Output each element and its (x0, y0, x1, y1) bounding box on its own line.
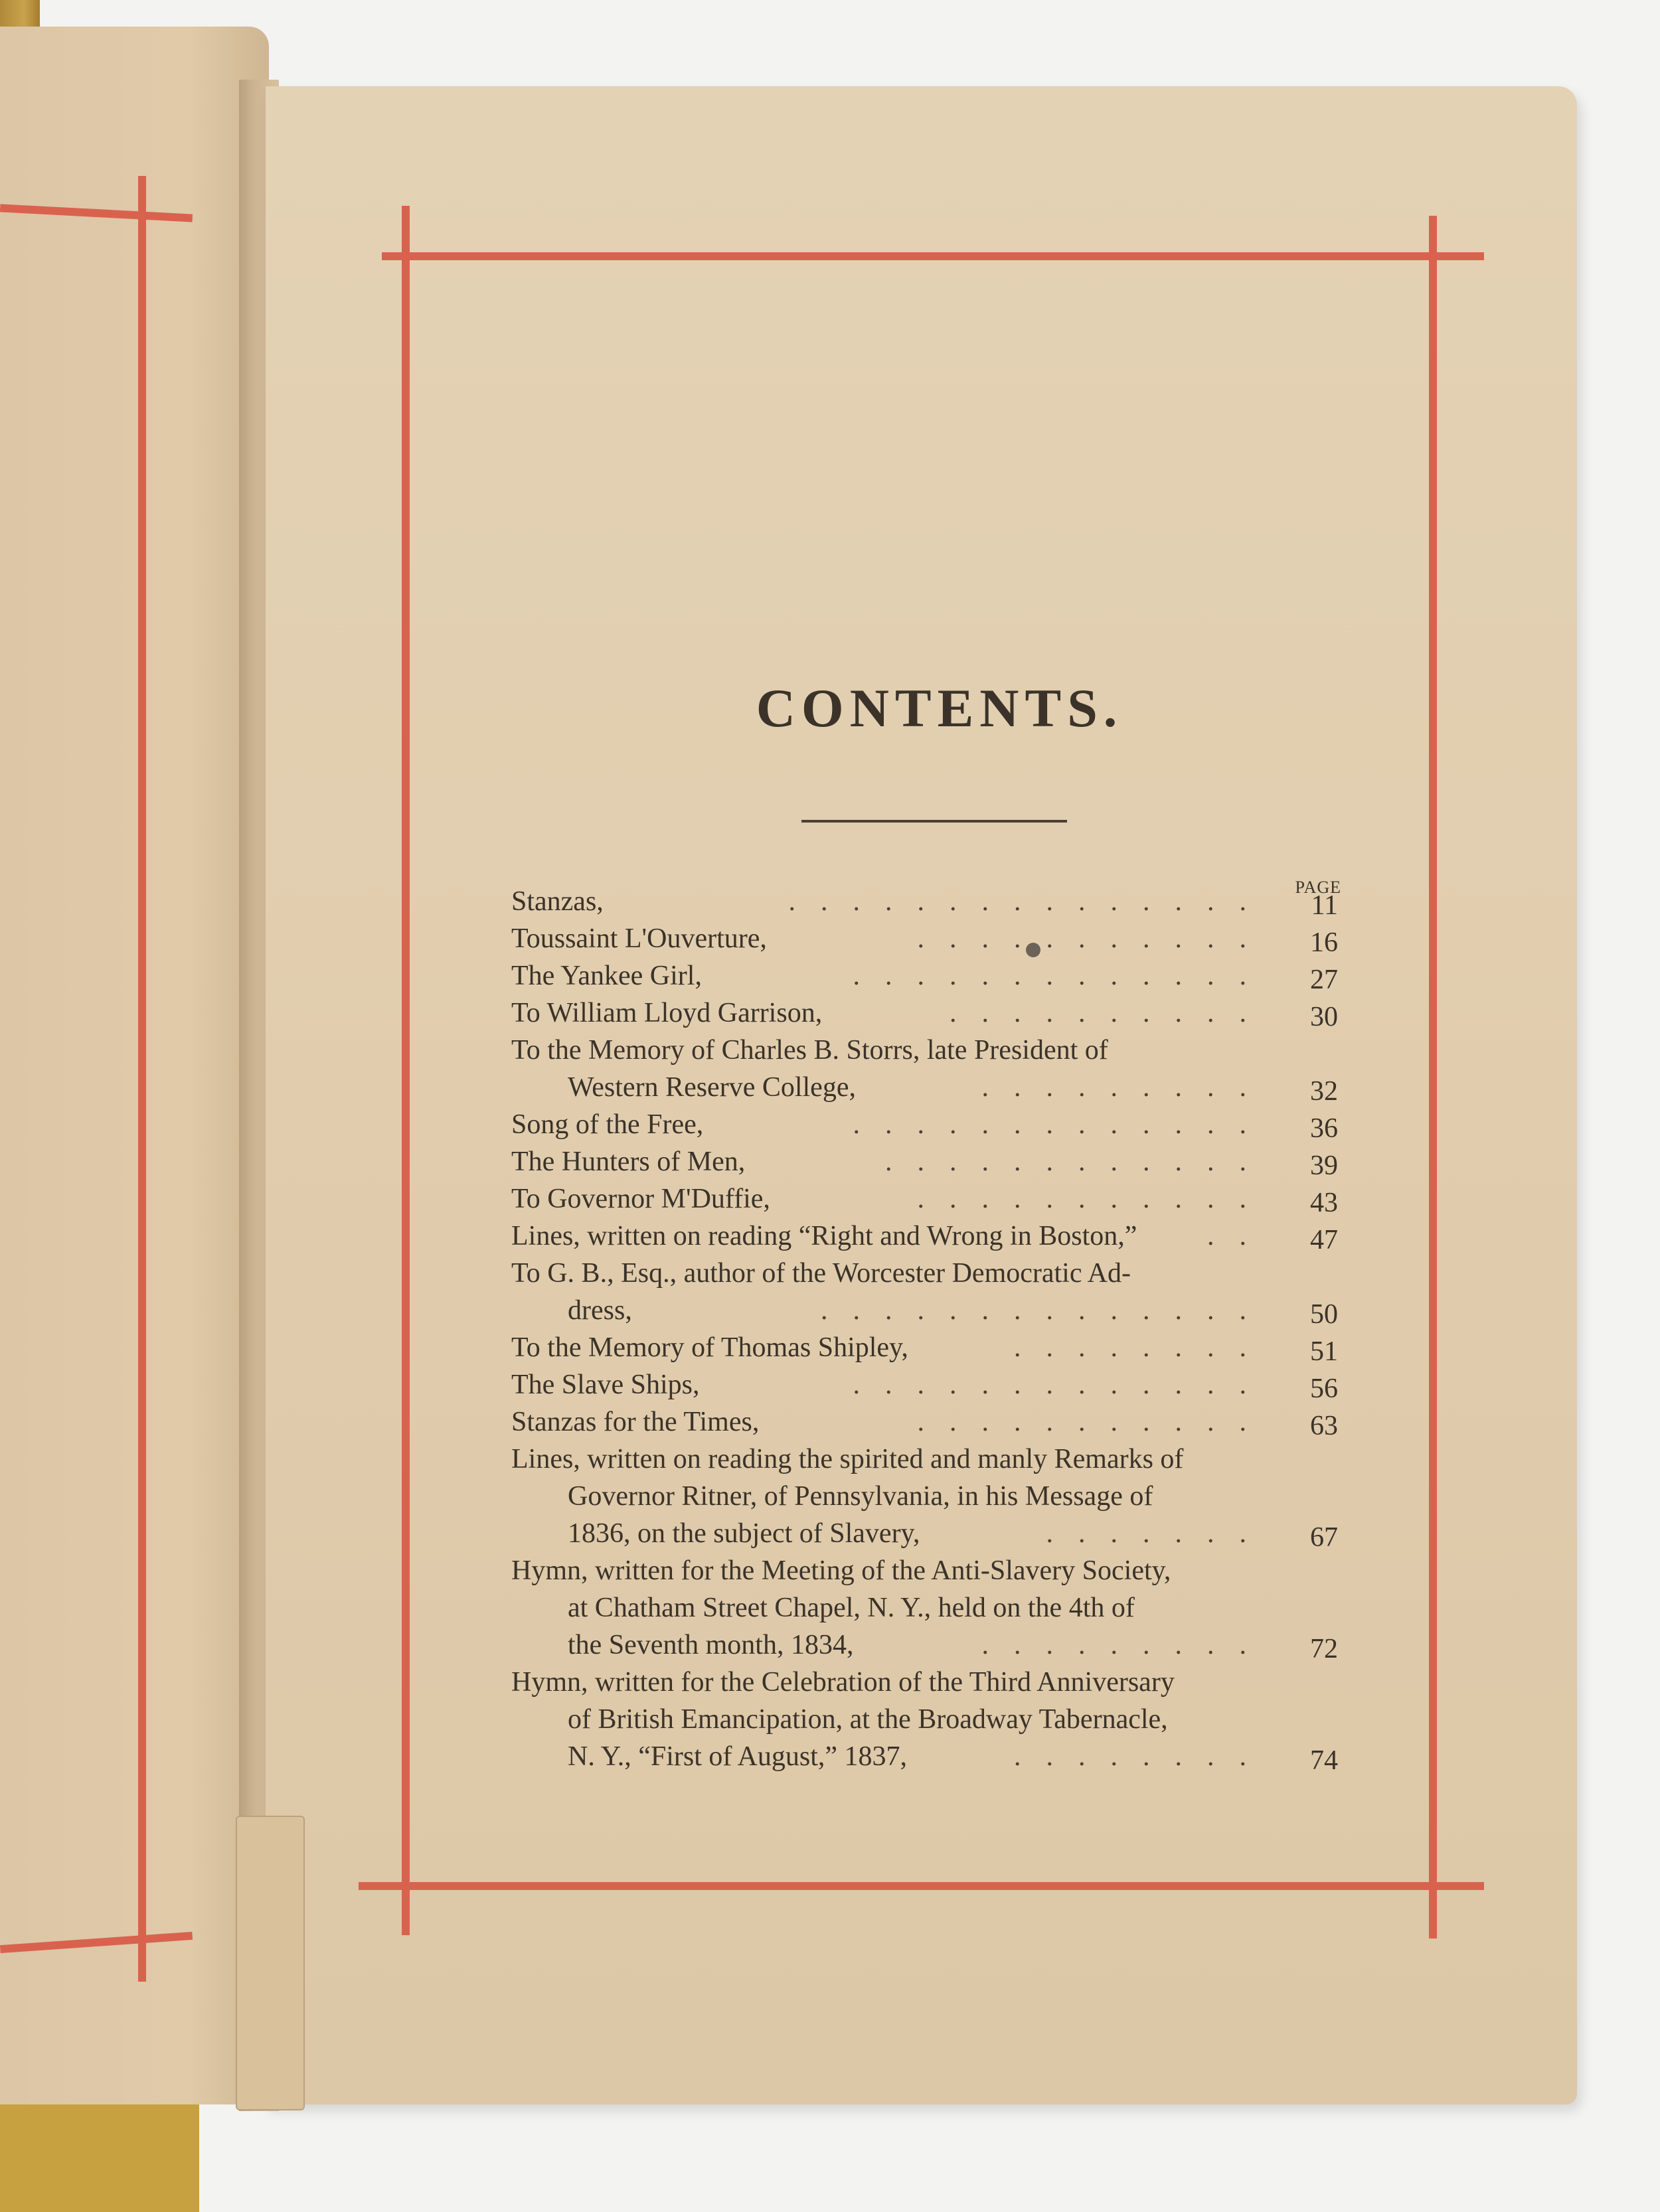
border-rule-bottom (359, 1882, 1484, 1890)
toc-entry-title: Hymn, written for the Meeting of the Anti-Slavery Society, (511, 1555, 1171, 1586)
toc-page-number: 16 (1310, 927, 1338, 958)
left-page-rule-top (0, 204, 193, 222)
toc-entry-title: 1836, on the subject of Slavery, (568, 1518, 920, 1549)
toc-entry-line (511, 883, 1345, 920)
toc-page-number: 74 (1310, 1745, 1338, 1776)
toc-leader-dots: .......... (950, 998, 1272, 1028)
toc-page-number: 47 (1310, 1225, 1338, 1255)
toc-entry-line (511, 1552, 1345, 1589)
toc-entry-line (511, 1069, 1345, 1106)
toc-leader-dots: ........... (917, 923, 1272, 954)
toc-entry-title: of British Emancipation, at the Broadway Tabernacle, (568, 1704, 1168, 1735)
toc-entry-title: Toussaint L'Ouverture, (511, 923, 767, 954)
toc-page-number: 51 (1310, 1336, 1338, 1367)
toc-entry-title: N. Y., “First of August,” 1837, (568, 1741, 908, 1772)
toc-entry-title: To the Memory of Charles B. Storrs, late President of (511, 1035, 1108, 1066)
toc-entry-title: dress, (568, 1295, 632, 1326)
toc-entry-title: Stanzas for the Times, (511, 1407, 760, 1437)
left-page (0, 27, 269, 2104)
toc-entry-line (511, 1701, 1345, 1738)
toc-leader-dots: ........ (1014, 1332, 1272, 1363)
toc-page-number: 39 (1310, 1150, 1338, 1181)
toc-entry-line (511, 1366, 1345, 1403)
toc-entry-title: Song of the Free, (511, 1109, 704, 1140)
toc-entry-line (511, 1441, 1345, 1478)
toc-leader-dots: ............. (853, 961, 1272, 991)
toc-entry-title: Hymn, written for the Celebration of the Third Anniversary (511, 1667, 1175, 1698)
left-page-rule-bottom (0, 1932, 193, 1953)
toc-page-number: 43 (1310, 1188, 1338, 1218)
toc-page-number: 72 (1310, 1634, 1338, 1664)
toc-leader-dots: .. (1207, 1221, 1272, 1251)
toc-entry-title: Stanzas, (511, 886, 604, 917)
toc-page-number: 11 (1311, 890, 1338, 921)
toc-leader-dots: ........... (917, 1184, 1272, 1214)
toc-entry-title: To G. B., Esq., author of the Worcester Democratic Ad- (511, 1258, 1131, 1289)
toc-entry-title: The Slave Ships, (511, 1370, 700, 1400)
toc-entry-line (511, 1255, 1345, 1292)
toc-page-number: 63 (1310, 1411, 1338, 1441)
toc-entry-line (511, 1143, 1345, 1180)
toc-entry-title: Lines, written on reading the spirited and manly Remarks of (511, 1444, 1184, 1474)
toc-entry-title: To William Lloyd Garrison, (511, 998, 823, 1028)
toc-entry-title: To Governor M'Duffie, (511, 1184, 770, 1214)
toc-entry-line (511, 957, 1345, 994)
toc-leader-dots: ........... (917, 1407, 1272, 1437)
toc-entry-line (511, 1664, 1345, 1701)
toc-entry-line (511, 1478, 1345, 1515)
toc-entry-line (511, 1032, 1345, 1069)
torn-paper-tab (236, 1816, 305, 2110)
toc-page-number: 36 (1310, 1113, 1338, 1144)
toc-entry-line (511, 1738, 1345, 1775)
toc-entry-line (511, 1180, 1345, 1218)
border-rule-left (402, 206, 410, 1935)
toc-leader-dots: ............ (885, 1146, 1272, 1177)
toc-entry-title: The Hunters of Men, (511, 1146, 746, 1177)
toc-entry-title: The Yankee Girl, (511, 961, 702, 991)
toc-leader-dots: ............. (853, 1370, 1272, 1400)
toc-leader-dots: ......... (981, 1072, 1272, 1103)
toc-entry-title: Governor Ritner, of Pennsylvania, in his Message of (568, 1481, 1153, 1512)
toc-entry-line (511, 1292, 1345, 1329)
toc-page-number: 30 (1310, 1002, 1338, 1032)
toc-page-number: 50 (1310, 1299, 1338, 1330)
book-cover-corner (0, 2098, 199, 2212)
toc-entry-line (511, 1106, 1345, 1143)
border-rule-top (382, 252, 1484, 260)
title-underline (801, 820, 1067, 823)
left-page-rule-vertical (138, 176, 146, 1982)
toc-entry-line (511, 920, 1345, 957)
border-rule-right (1429, 216, 1437, 1938)
toc-leader-dots: ....... (1046, 1518, 1272, 1549)
toc-page-number: 67 (1310, 1522, 1338, 1553)
toc-entry-line (511, 1626, 1345, 1664)
toc-page-number: 27 (1310, 965, 1338, 995)
toc-entry-title: Western Reserve College, (568, 1072, 856, 1103)
toc-entry-line (511, 994, 1345, 1032)
toc-leader-dots: ........ (1014, 1741, 1272, 1772)
toc-leader-dots: ............. (853, 1109, 1272, 1140)
toc-entry-title: To the Memory of Thomas Shipley, (511, 1332, 908, 1363)
toc-page-number: 56 (1310, 1374, 1338, 1404)
toc-leader-dots: ............... (788, 886, 1272, 917)
page-column-heading: PAGE (1295, 878, 1341, 897)
toc-entry-line (511, 1589, 1345, 1626)
toc-entry-line (511, 1218, 1345, 1255)
toc-leader-dots: .............. (821, 1295, 1272, 1326)
toc-leader-dots: ......... (981, 1630, 1272, 1660)
toc-entry-title: Lines, written on reading “Right and Wrong in Boston,” (511, 1221, 1137, 1251)
toc-entry-line (511, 1403, 1345, 1441)
toc-page-number: 32 (1310, 1076, 1338, 1107)
page-title: CONTENTS. (756, 678, 1123, 738)
toc-entry-title: the Seventh month, 1834, (568, 1630, 854, 1660)
toc-entry-line (511, 1515, 1345, 1552)
toc-entry-title: at Chatham Street Chapel, N. Y., held on the 4th of (568, 1593, 1135, 1623)
toc-entry-line (511, 1329, 1345, 1366)
